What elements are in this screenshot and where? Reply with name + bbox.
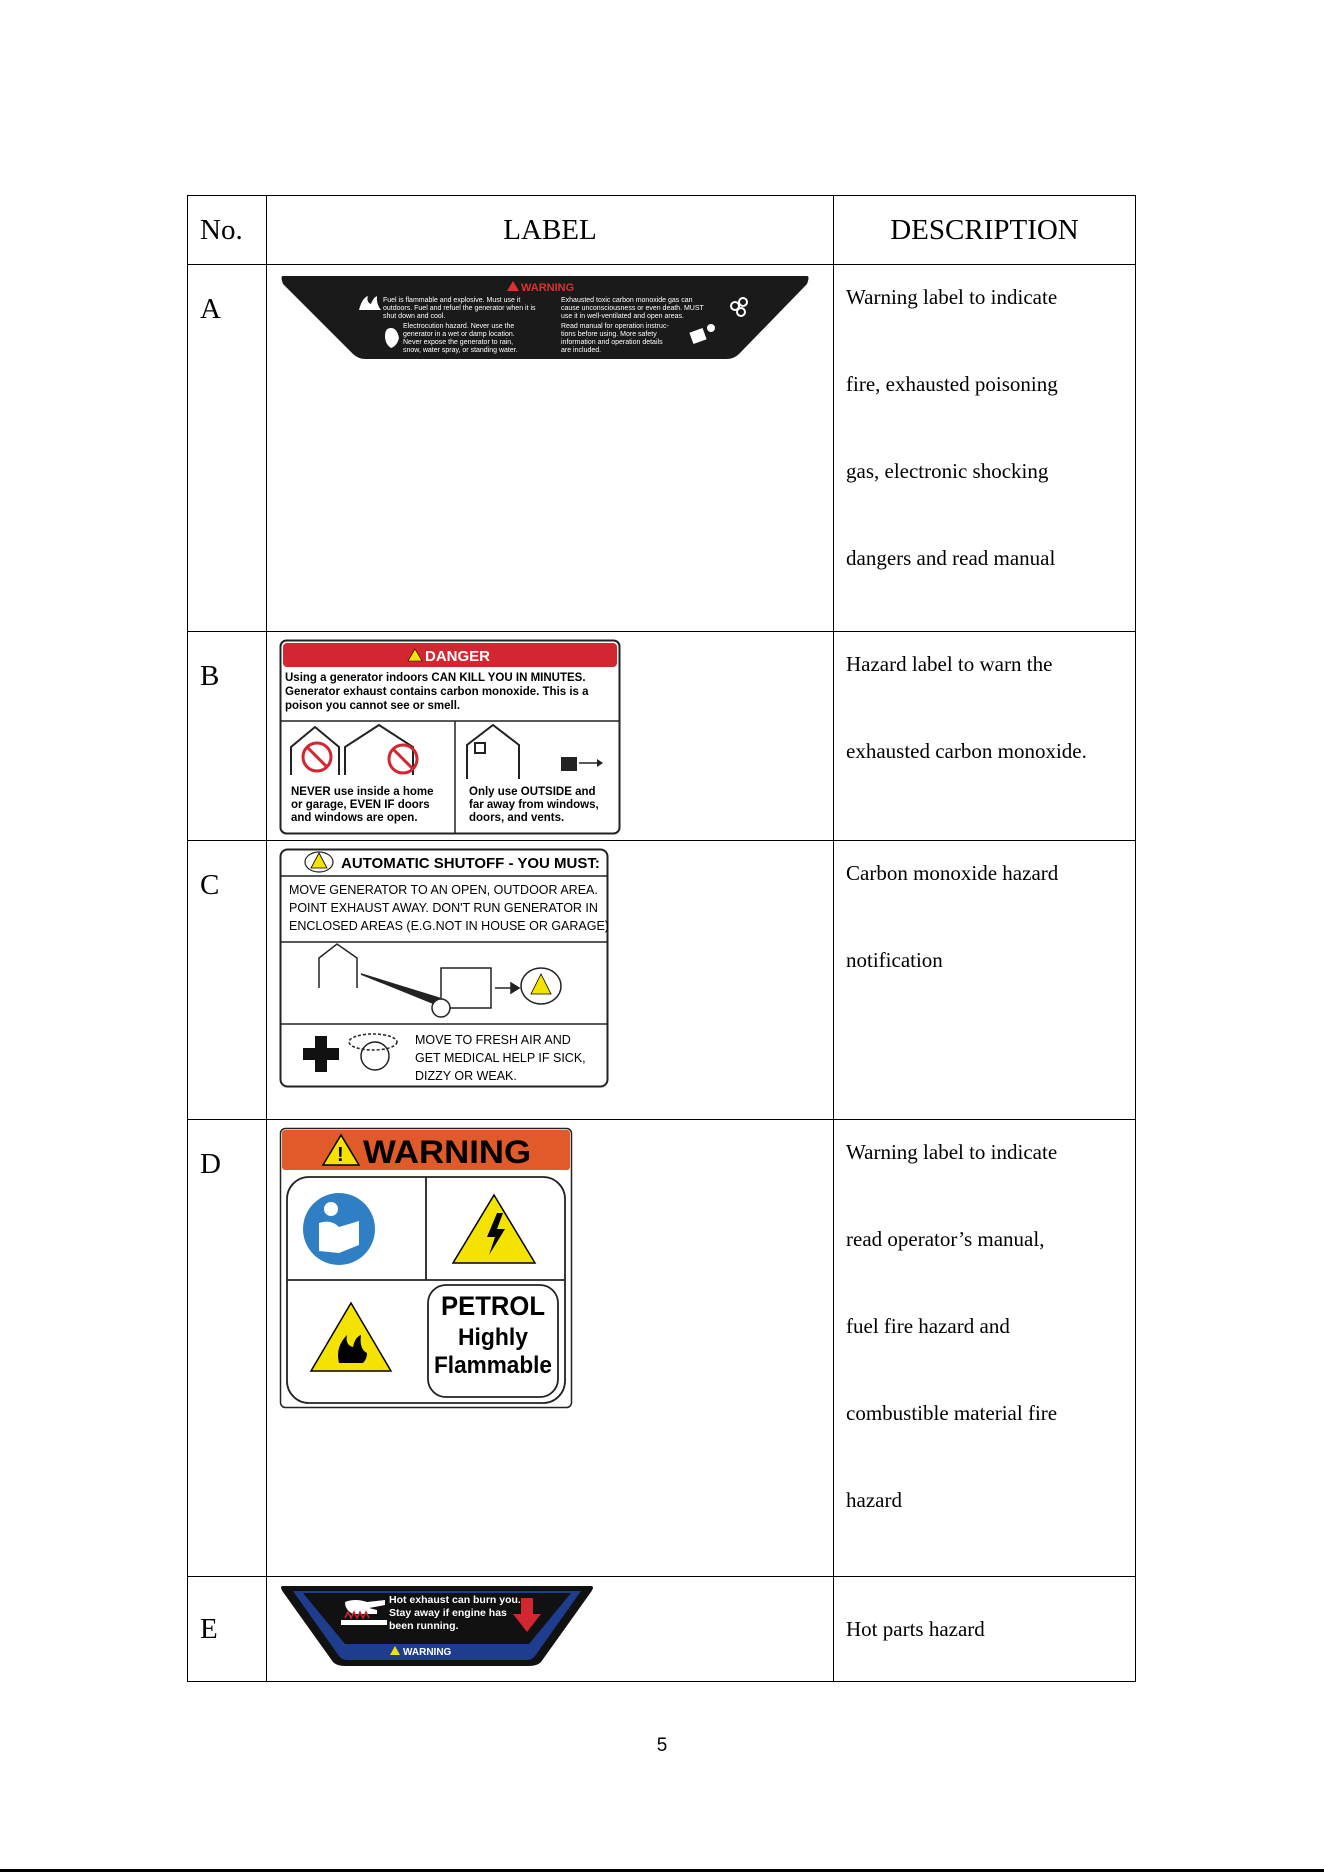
label-c-shutoff-sticker: [279, 848, 609, 1088]
description-cell: Warning label to indicate read operator’s manual, fuel fire hazard and combustible material fire hazard: [834, 1120, 1136, 1577]
svg-text:Only use OUTSIDE andfar away f: Only use OUTSIDE and far away from windows, doors, and vents.: [469, 786, 599, 824]
label-cell: [267, 1577, 834, 1682]
svg-text:Highly: Highly: [458, 1324, 529, 1351]
svg-text:NEVER use inside a homeor gara: NEVER use inside a home or garage, EVEN IF doors and windows are open.: [291, 786, 434, 824]
svg-text:Using a generator indoors CAN: Using a generator indoors CAN KILL YOU IN MINUTES. Generator exhaust contains carbon monoxide. This is a poison you cannot see or smell.: [285, 672, 589, 712]
svg-text:Fuel is flammable and explosiv: Fuel is flammable and explosive. Must use it outdoors. Fuel and refuel the generator when it is shut down and cool.: [383, 297, 536, 320]
row-no: A: [188, 265, 267, 632]
read-operators-manual-icon: [303, 1193, 375, 1265]
table-header-row: [188, 196, 1136, 265]
svg-text:MOVE TO FRESH AIR ANDGET MEDIC: MOVE TO FRESH AIR AND GET MEDICAL HELP IF SICK, DIZZY OR WEAK.: [415, 1033, 586, 1083]
header-label: LABEL: [267, 196, 834, 265]
label-cell: [267, 632, 834, 841]
svg-text:WARNING: WARNING: [403, 1647, 452, 1658]
svg-text:!: !: [337, 1144, 344, 1166]
row-no: E: [188, 1577, 267, 1682]
table-row: [188, 841, 1136, 1120]
label-cell: [267, 1120, 834, 1577]
table-row: [188, 1577, 1136, 1682]
svg-text:WARNING: WARNING: [363, 1134, 531, 1170]
svg-text:MOVE GENERATOR TO AN OPEN, OU: MOVE GENERATOR TO AN OPEN, OUTDOOR AREA. POINT EXHAUST AWAY. DON'T RUN GENERATOR IN ENCLOSED AREAS (E.G.NOT IN HOUSE OR GARAGE).: [289, 883, 609, 933]
page-number: 5: [656, 1735, 668, 1756]
svg-text:Read manual for operation inst: Read manual for operation instruc-tions before using. More safety information and operation details are included.: [561, 323, 669, 354]
svg-text:Electrocution hazard. Never us: Electrocution hazard. Never use the generator in a wet or damp location. Never expose the generator to rain, snow, water spray, or standing water.: [403, 323, 518, 354]
row-no: B: [188, 632, 267, 841]
description-cell: Carbon monoxide hazard notification: [834, 841, 1136, 1120]
label-b-danger-sticker: [279, 639, 621, 835]
svg-text:PETROL: PETROL: [441, 1291, 545, 1321]
row-no: D: [188, 1120, 267, 1577]
label-cell: [267, 841, 834, 1120]
description-cell: Hot parts hazard: [834, 1577, 1136, 1682]
header-description: DESCRIPTION: [834, 196, 1136, 265]
svg-text:Hot exhaust can burn you.Stay: Hot exhaust can burn you. Stay away if engine has been running.: [389, 1594, 521, 1632]
svg-text:DANGER: DANGER: [425, 648, 491, 665]
label-a-warning-sticker: [279, 272, 811, 362]
row-no: C: [188, 841, 267, 1120]
label-e-hot-exhaust-sticker: [279, 1584, 595, 1668]
svg-text:Flammable: Flammable: [434, 1352, 552, 1379]
svg-text:AUTOMATIC SHUTOFF - YOU MUST:: AUTOMATIC SHUTOFF - YOU MUST:: [341, 855, 600, 872]
table-row: [188, 632, 1136, 841]
table-row: [188, 1120, 1136, 1577]
description-cell: Warning label to indicate fire, exhausted poisoning gas, electronic shocking dangers and read manual: [834, 265, 1136, 632]
svg-text:Exhausted toxic carbon monoxid: Exhausted toxic carbon monoxide gas can cause unconsciousness or even death. MUST use it in well-ventilated and open areas.: [561, 297, 704, 320]
header-no: No.: [188, 196, 267, 265]
label-d-warning-sticker: [279, 1127, 573, 1409]
label-cell: [267, 265, 834, 632]
svg-text:WARNING: WARNING: [521, 282, 575, 294]
table-row: [188, 265, 1136, 632]
warning-cloud-icon: [305, 852, 333, 872]
safety-labels-table: [187, 195, 1136, 1682]
description-cell: Hazard label to warn the exhausted carbon monoxide.: [834, 632, 1136, 841]
